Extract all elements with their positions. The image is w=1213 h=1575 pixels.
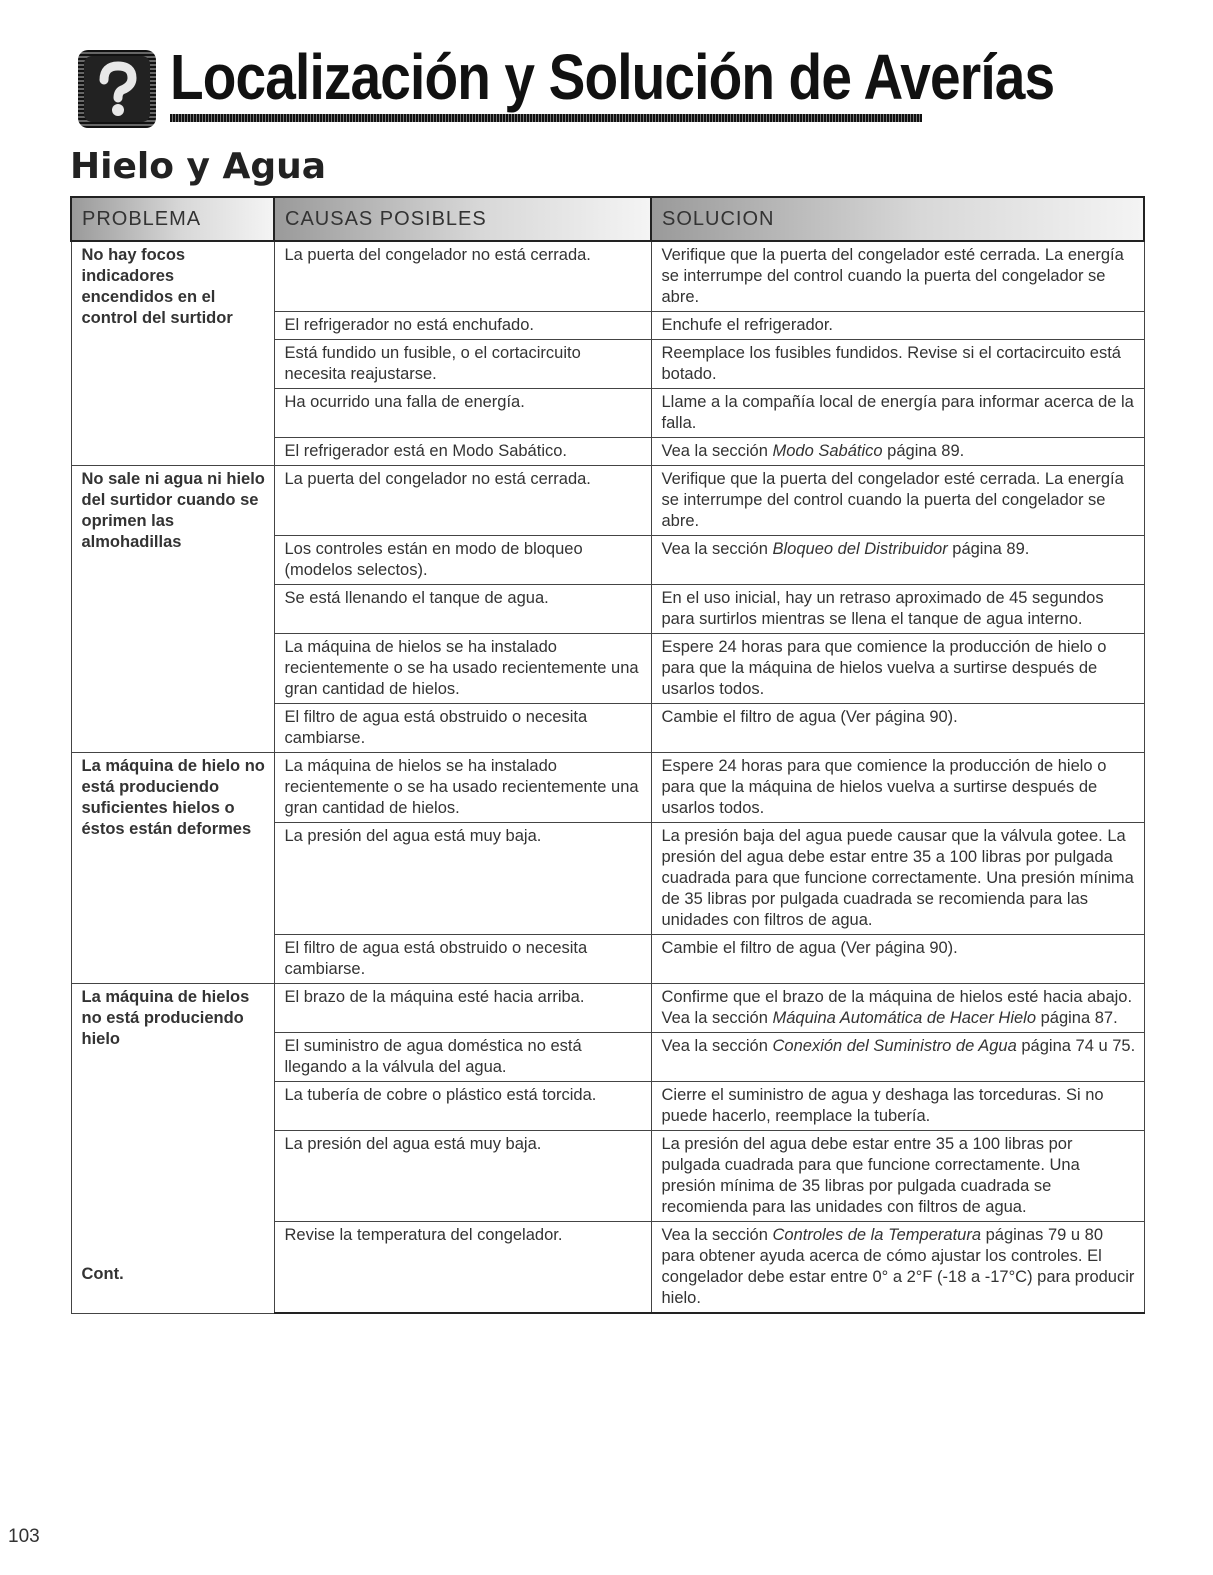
problem-cell: No hay focos indicadores encendidos en el control del surtidor [71,241,274,466]
solution-text: Vea la sección [661,1037,773,1055]
solution-cell: En el uso inicial, hay un retraso aproximado de 45 segundos para surtirlos mientras se llena el tanque de agua interno. [651,585,1144,634]
column-header-problem: PROBLEMA [71,197,274,241]
cause-cell: La máquina de hielos se ha instalado recientemente o se ha usado recientemente una gran cantidad de hielos. [274,753,651,823]
problem-cell [71,984,274,1314]
solution-cell: Cambie el filtro de agua (Ver página 90). [651,704,1144,753]
solution-cell: Llame a la compañía local de energía para informar acerca de la falla. [651,389,1144,438]
solution-text: página 89. [882,442,965,460]
continued-label: Cont. [81,1264,124,1283]
page-title: Localización y Solución de Averías [170,41,1055,113]
solution-cell [651,984,1144,1033]
cause-cell: El filtro de agua está obstruido o necesita cambiarse. [274,704,651,753]
cause-cell: La tubería de cobre o plástico está torcida. [274,1082,651,1131]
title-underline [170,114,922,122]
table-row [71,241,1144,312]
section-reference: Máquina Automática de Hacer Hielo [772,1009,1037,1027]
solution-cell: Cambie el filtro de agua (Ver página 90). [651,935,1144,984]
solution-text: página 74 u 75. [1016,1037,1136,1055]
solution-cell [651,438,1144,466]
solution-text: Vea la sección [661,540,773,558]
page-header [78,40,1055,128]
problem-text: La máquina de hielos no está produciendo hielo [81,988,250,1048]
table-row [71,984,1144,1033]
solution-cell [651,1222,1144,1314]
column-header-causes: CAUSAS POSIBLES [274,197,651,241]
solution-cell: La presión del agua debe estar entre 35 a 100 libras por pulgada cuadrada para que funcione correctamente. Una presión mínima de 35 libras por pulgada cuadrada se recomienda para las unidades con filtros de agua. [651,1131,1144,1222]
problem-cell: No sale ni agua ni hielo del surtidor cuando se oprimen las almohadillas [71,466,274,753]
solution-text: página 87. [1036,1009,1118,1027]
solution-cell: Cierre el suministro de agua y deshaga las torceduras. Si no puede hacerlo, reemplace la tubería. [651,1082,1144,1131]
table-row [71,466,1144,536]
cause-cell: Ha ocurrido una falla de energía. [274,389,651,438]
question-icon [78,50,156,128]
solution-cell: Enchufe el refrigerador. [651,312,1144,340]
solution-cell: Espere 24 horas para que comience la producción de hielo o para que la máquina de hielos vuelva a surtirse después de usarlos todos. [651,634,1144,704]
solution-cell: Reemplace los fusibles fundidos. Revise si el cortacircuito está botado. [651,340,1144,389]
solution-cell: Verifique que la puerta del congelador esté cerrada. La energía se interrumpe del control cuando la puerta del congelador se abre. [651,241,1144,312]
cause-cell: El filtro de agua está obstruido o necesita cambiarse. [274,935,651,984]
section-reference: Conexión del Suministro de Agua [772,1037,1017,1055]
solution-text: Vea la sección [661,442,773,460]
cause-cell: La presión del agua está muy baja. [274,823,651,935]
solution-cell [651,1033,1144,1082]
cause-cell: La puerta del congelador no está cerrada. [274,466,651,536]
cause-cell: El refrigerador está en Modo Sabático. [274,438,651,466]
cause-cell: El refrigerador no está enchufado. [274,312,651,340]
cause-cell: Revise la temperatura del congelador. [274,1222,651,1314]
table-header-row [71,197,1144,241]
cause-cell: El suministro de agua doméstica no está llegando a la válvula del agua. [274,1033,651,1082]
solution-cell [651,536,1144,585]
section-reference: Controles de la Temperatura [772,1226,982,1244]
cause-cell: El brazo de la máquina esté hacia arriba. [274,984,651,1033]
cause-cell: La presión del agua está muy baja. [274,1131,651,1222]
solution-cell: Espere 24 horas para que comience la producción de hielo o para que la máquina de hielos vuelva a surtirse después de usarlos todos. [651,753,1144,823]
solution-text: Vea la sección [661,1226,773,1244]
column-header-solution: SOLUCION [651,197,1144,241]
solution-text: páginas 79 u 80 para obtener ayuda acerca de cómo ajustar los controles. El congelador debe estar entre 0° a 2°F (-18 a -17°C) para producir hielo. [661,1226,1135,1307]
cause-cell: La puerta del congelador no está cerrada. [274,241,651,312]
table-row [71,753,1144,823]
solution-text: página 89. [947,540,1030,558]
section-reference: Bloqueo del Distribuidor [772,540,948,558]
troubleshooting-table [70,196,1145,1314]
solution-cell: La presión baja del agua puede causar que la válvula gotee. La presión del agua debe estar entre 35 a 100 libras por pulgada cuadrada para que funcione correctamente. Una presión mínima de 35 libras por pulgada cuadrada se recomienda para las unidades con filtros de agua. [651,823,1144,935]
page-number: 103 [8,1526,40,1547]
cause-cell: La máquina de hielos se ha instalado recientemente o se ha usado recientemente una gran cantidad de hielos. [274,634,651,704]
section-reference: Modo Sabático [772,442,883,460]
cause-cell: Está fundido un fusible, o el cortacircuito necesita reajustarse. [274,340,651,389]
cause-cell: Se está llenando el tanque de agua. [274,585,651,634]
solution-text: Confirme que el brazo de la máquina de hielos esté hacia abajo. Vea la sección [661,988,1133,1027]
problem-cell: La máquina de hielo no está produciendo suficientes hielos o éstos están deformes [71,753,274,984]
section-title: Hielo y Agua [70,146,327,187]
cause-cell: Los controles están en modo de bloqueo (modelos selectos). [274,536,651,585]
solution-cell: Verifique que la puerta del congelador esté cerrada. La energía se interrumpe del control cuando la puerta del congelador se abre. [651,466,1144,536]
